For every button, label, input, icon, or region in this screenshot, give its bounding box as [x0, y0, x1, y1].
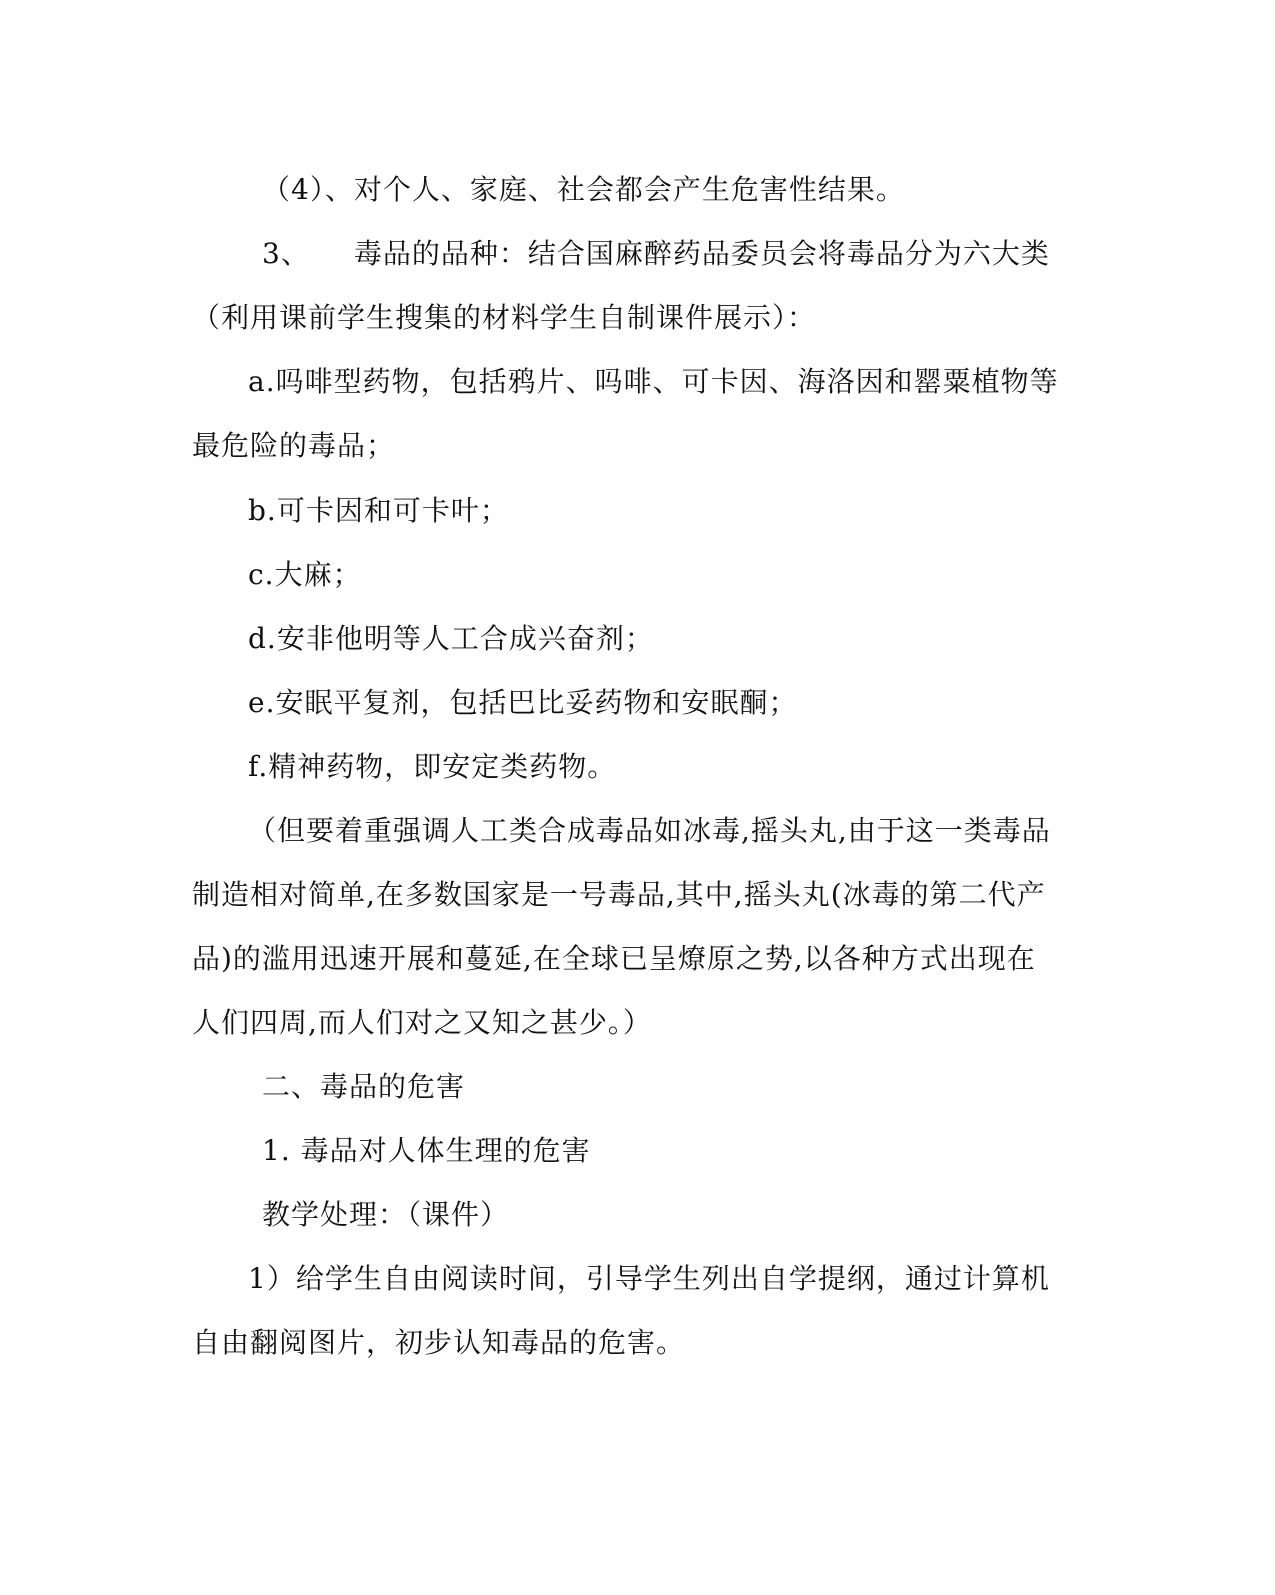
text-line: b.可卡因和可卡叶；: [248, 494, 509, 527]
text-line: 自由翻阅图片，初步认知毒品的危害。: [192, 1326, 686, 1359]
text-line: （但要着重强调人工类合成毒品如冰毒,摇头丸,由于这一类毒品: [248, 814, 1051, 847]
text-line: （4）、对个人、家庭、社会都会产生危害性结果。: [262, 173, 905, 206]
text-line: 人们四周,而人们对之又知之甚少。）: [192, 1006, 652, 1039]
text-line: 制造相对简单,在多数国家是一号毒品,其中,摇头丸(冰毒的第二代产: [192, 878, 1046, 911]
text-line: f.精神药物，即安定类药物。: [248, 750, 617, 783]
section-heading: 二、毒品的危害: [262, 1070, 466, 1103]
text-line: d.安非他明等人工合成兴奋剂；: [248, 622, 654, 655]
text-line: 3、 毒品的品种：结合国麻醉药品委员会将毒品分为六大类: [262, 237, 1050, 270]
text-line: 最危险的毒品；: [192, 429, 396, 462]
text-line: c.大麻；: [248, 558, 362, 591]
text-line: a.吗啡型药物，包括鸦片、吗啡、可卡因、海洛因和罂粟植物等: [248, 365, 1059, 398]
text-line: 教学处理：（课件）: [262, 1198, 510, 1231]
subsection-heading: 1. 毒品对人体生理的危害: [262, 1134, 591, 1167]
text-line: 1）给学生自由阅读时间，引导学生列出自学提纲，通过计算机: [248, 1262, 1050, 1295]
text-line: 品)的滥用迅速开展和蔓延,在全球已呈燎原之势,以各种方式出现在: [192, 942, 1036, 975]
text-line: e.安眠平复剂，包括巴比妥药物和安眠酮；: [248, 686, 798, 719]
text-line: （利用课前学生搜集的材料学生自制课件展示）：: [192, 301, 817, 334]
